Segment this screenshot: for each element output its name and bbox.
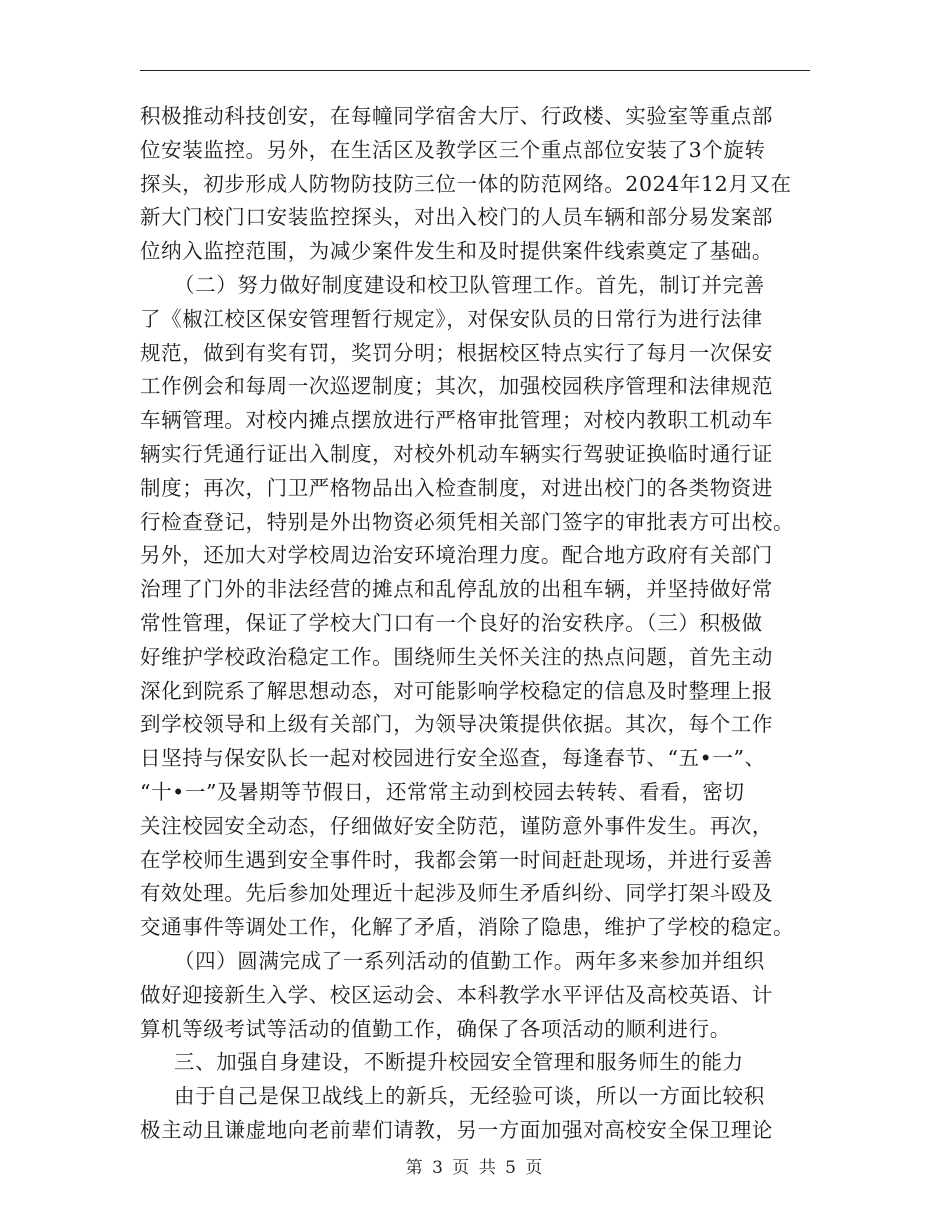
text-line: 日坚持与保安队长一起对校园进行安全巡查，每逢春节、“五•一”、	[140, 746, 766, 771]
text-line: 好维护学校政治稳定工作。围绕师生关怀关注的热点问题，首先主动	[140, 644, 773, 669]
paragraph-start-line: （二）努力做好制度建设和校卫队管理工作。首先，制订并完善	[174, 272, 765, 297]
text-line: 积极推动科技创安，在每幢同学宿舍大厅、行政楼、实验室等重点部	[140, 104, 773, 128]
text-line: 做好迎接新生入学、校区运动会、本科教学水平评估及高校英语、计	[140, 982, 773, 1007]
text-line: 极主动且谦虚地向老前辈们请教，另一方面加强对高校安全保卫理论	[140, 1117, 773, 1142]
text-line: 治理了门外的非法经营的摊点和乱停乱放的出租车辆，并坚持做好常	[140, 577, 773, 602]
text-line: 位安装监控。另外，在生活区及教学区三个重点部位安装了3个旋转	[140, 137, 766, 162]
text-line: 辆实行凭通行证出入制度，对校外机动车辆实行驾驶证换临时通行证	[140, 441, 773, 466]
text-line: 探头，初步形成人防物防技防三位一体的防范网络。2024年12月又在	[140, 171, 792, 196]
text-line: 关注校园安全动态，仔细做好安全防范，谨防意外事件发生。再次，	[140, 813, 773, 838]
document-body	[140, 100, 815, 1148]
text-line: 制度；再次，门卫严格物品出入检查制度，对进出校门的各类物资进	[140, 475, 773, 500]
text-line: 新大门校门口安装监控探头，对出入校门的人员车辆和部分易发案部	[140, 205, 773, 230]
text-line: 算机等级考试等活动的值勤工作，确保了各项活动的顺利进行。	[140, 1016, 731, 1041]
text-line: “十•一”及暑期等节假日，还常常主动到校园去转转、看看，密切	[140, 779, 745, 804]
text-line: 有效处理。先后参加处理近十起涉及师生矛盾纠纷、同学打架斗殴及	[140, 881, 773, 906]
text-line: 规范，做到有奖有罚，奖罚分明；根据校区特点实行了每月一次保安	[140, 340, 773, 365]
header-rule	[140, 70, 810, 71]
text-line: 另外，还加大对学校周边治安环境治理力度。配合地方政府有关部门	[140, 543, 773, 568]
text-line: 到学校领导和上级有关部门，为领导决策提供依据。其次，每个工作	[140, 712, 773, 737]
paragraph-start-line: （四）圆满完成了一系列活动的值勤工作。两年多来参加并组织	[174, 948, 765, 973]
text-line: 交通事件等调处工作，化解了矛盾，消除了隐患，维护了学校的稳定。	[140, 915, 795, 940]
text-line: 深化到院系了解思想动态，对可能影响学校稳定的信息及时整理上报	[140, 678, 773, 703]
text-line: 在学校师生遇到安全事件时，我都会第一时间赶赴现场，并进行妥善	[140, 847, 773, 872]
text-line: 位纳入监控范围，为减少案件发生和及时提供案件线索奠定了基础。	[140, 239, 773, 264]
section-heading: 三、加强自身建设，不断提升校园安全管理和服务师生的能力	[174, 1050, 744, 1075]
text-line: 行检查登记，特别是外出物资必须凭相关部门签字的审批表方可出校。	[140, 509, 795, 534]
text-line: 工作例会和每周一次巡逻制度；其次，加强校园秩序管理和法律规范	[140, 374, 773, 399]
text-line: 常性管理，保证了学校大门口有一个良好的治安秩序。（三）积极做	[140, 610, 763, 635]
page-number-footer: 第 3 页 共 5 页	[405, 1158, 545, 1178]
paragraph-start-line: 由于自己是保卫战线上的新兵，无经验可谈，所以一方面比较积	[174, 1084, 765, 1109]
text-line: 了《椒江校区保安管理暂行规定》，对保安队员的日常行为进行法律	[140, 306, 763, 331]
text-line: 车辆管理。对校内摊点摆放进行严格审批管理；对校内教职工机动车	[140, 408, 773, 433]
